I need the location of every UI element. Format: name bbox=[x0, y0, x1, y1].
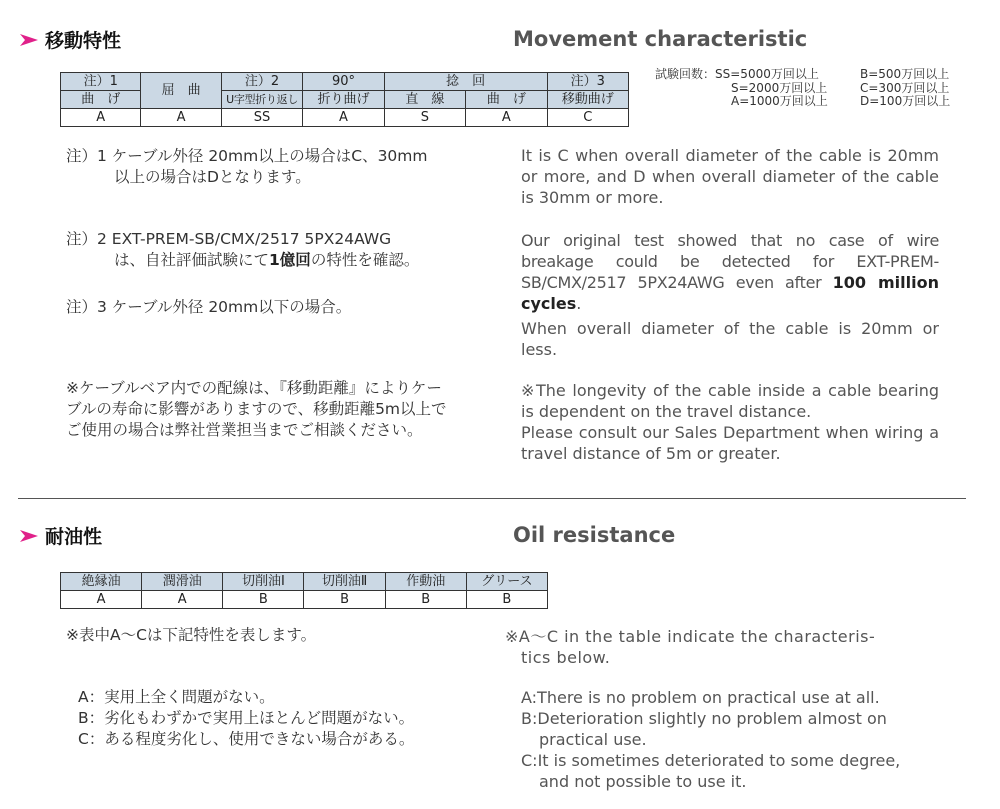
header-cutting-oil-1: 切削油Ⅰ bbox=[223, 573, 304, 591]
header-hydraulic-oil: 作動油 bbox=[385, 573, 466, 591]
oil-legend-en bbox=[521, 687, 951, 792]
legend-line: C:It is sometimes deteriorated to some degree, bbox=[521, 751, 901, 770]
oil-table bbox=[60, 572, 548, 609]
header-grease: グリース bbox=[466, 573, 547, 591]
title-en: Movement characteristic bbox=[513, 27, 808, 51]
legend-line: B：劣化もわずかで実用上ほとんど問題がない。 bbox=[78, 709, 415, 727]
legend-line: A：実用上全く問題がない。 bbox=[78, 688, 275, 706]
note4-en bbox=[521, 380, 939, 464]
oil-intro-jp: ※表中A〜Cは下記特性を表します。 bbox=[66, 626, 317, 644]
legend-line: practical use. bbox=[539, 730, 647, 749]
header-twist-straight: 直 線 bbox=[384, 91, 465, 109]
oil-legend-jp bbox=[78, 687, 498, 750]
oil-intro-en bbox=[505, 626, 945, 668]
section-title-movement bbox=[20, 26, 121, 53]
count-c: C=300万回以上 bbox=[860, 80, 950, 95]
header-u-fold: 注）2 bbox=[221, 73, 302, 91]
header-bend-sub: 曲 げ bbox=[61, 91, 141, 109]
emphasis: 1億回 bbox=[269, 251, 311, 269]
emphasis: 100 million cycles bbox=[521, 273, 939, 313]
note-line: Please consult our Sales Department when wiring a travel distance of 5m or greater. bbox=[521, 423, 939, 463]
section-title-oil bbox=[20, 522, 102, 549]
legend-line: C：ある程度劣化し、使用できない場合がある。 bbox=[78, 730, 415, 748]
header-moving-bend: 注）3 bbox=[547, 73, 628, 91]
arrow-icon bbox=[20, 528, 38, 544]
header-moving-bend-sub: 移動曲げ bbox=[547, 91, 628, 109]
value-cell: A bbox=[61, 109, 141, 127]
note-line: tics below. bbox=[521, 648, 611, 667]
header-insulating-oil: 絶縁油 bbox=[61, 573, 142, 591]
legend-line: B:Deterioration slightly no problem almost on bbox=[521, 709, 887, 728]
note-line: 注）1 ケーブル外径 20mm以上の場合はC、30mm bbox=[66, 147, 428, 165]
header-lubricating-oil: 潤滑油 bbox=[142, 573, 223, 591]
note-line: ※The longevity of the cable inside a cable bearing is dependent on the travel distance. bbox=[521, 381, 939, 421]
note-line: ※ケーブルベア内での配線は、『移動距離』によりケー bbox=[66, 379, 442, 397]
note1-jp bbox=[66, 146, 496, 188]
legend-line: A:There is no problem on practical use at all. bbox=[521, 688, 880, 707]
value-cell: B bbox=[304, 591, 385, 609]
value-cell: A bbox=[466, 109, 547, 127]
value-cell: B bbox=[385, 591, 466, 609]
header-cutting-oil-2: 切削油Ⅱ bbox=[304, 573, 385, 591]
header-twist: 捻 回 bbox=[384, 73, 547, 91]
note-line: ご使用の場合は弊社営業担当までご相談ください。 bbox=[66, 421, 423, 439]
title-jp: 耐油性 bbox=[45, 526, 103, 548]
note-line: ブルの寿命に影響がありますので、移動距離5m以上で bbox=[66, 400, 447, 418]
count-s: S=2000万回以上 bbox=[731, 80, 828, 95]
count-a: A=1000万回以上 bbox=[731, 94, 828, 108]
header-twist-bend: 曲 げ bbox=[466, 91, 547, 109]
note-line: 注）2 EXT-PREM-SB/CMX/2517 5PX24AWG bbox=[66, 230, 392, 248]
value-cell: B bbox=[466, 591, 547, 609]
value-cell: SS bbox=[221, 109, 302, 127]
note-line: ※A〜C in the table indicate the characteris- bbox=[505, 627, 876, 646]
note-line: は、自社評価試験にて1億回の特性を確認。 bbox=[114, 251, 420, 269]
count-d: D=100万回以上 bbox=[860, 94, 951, 108]
value-cell: A bbox=[303, 109, 384, 127]
test-count-label: 試験回数： bbox=[655, 67, 716, 81]
movement-table bbox=[60, 72, 629, 127]
header-90-fold-sub: 折り曲げ bbox=[303, 91, 384, 109]
note1-en: It is C when overall diameter of the cable is 20mm or more, and D when overall diameter of the cable is 30mm or more. bbox=[521, 146, 939, 207]
value-cell: C bbox=[547, 109, 628, 127]
title-en: Oil resistance bbox=[513, 523, 676, 547]
note-line: 以上の場合はDとなります。 bbox=[114, 168, 311, 186]
note2-jp bbox=[66, 229, 496, 271]
header-u-fold-sub: U字型折り返し bbox=[221, 91, 302, 109]
value-cell: A bbox=[61, 591, 142, 609]
note4-jp bbox=[66, 378, 486, 441]
value-cell: A bbox=[141, 109, 221, 127]
header-bend: 注）1 bbox=[61, 73, 141, 91]
note3-en: When overall diameter of the cable is 20mm or less. bbox=[521, 319, 939, 359]
header-90-fold: 90° bbox=[303, 73, 384, 91]
test-counts bbox=[655, 68, 975, 109]
section-divider bbox=[18, 498, 966, 499]
value-cell: B bbox=[223, 591, 304, 609]
count-b: B=500万回以上 bbox=[860, 67, 950, 81]
title-jp: 移動特性 bbox=[45, 30, 122, 52]
note3-jp: 注）3 ケーブル外径 20mm以下の場合。 bbox=[66, 298, 352, 316]
value-cell: S bbox=[384, 109, 465, 127]
arrow-icon bbox=[20, 32, 38, 48]
legend-line: and not possible to use it. bbox=[539, 772, 747, 791]
count-ss: SS=5000万回以上 bbox=[715, 67, 819, 81]
note2-en: Our original test showed that no case of wire breakage could be detected for EXT-PREM-SB/CMX/2517 5PX24AWG even after 100 million cycles. bbox=[521, 231, 939, 313]
header-flex: 屈 曲 bbox=[141, 73, 221, 109]
value-cell: A bbox=[142, 591, 223, 609]
